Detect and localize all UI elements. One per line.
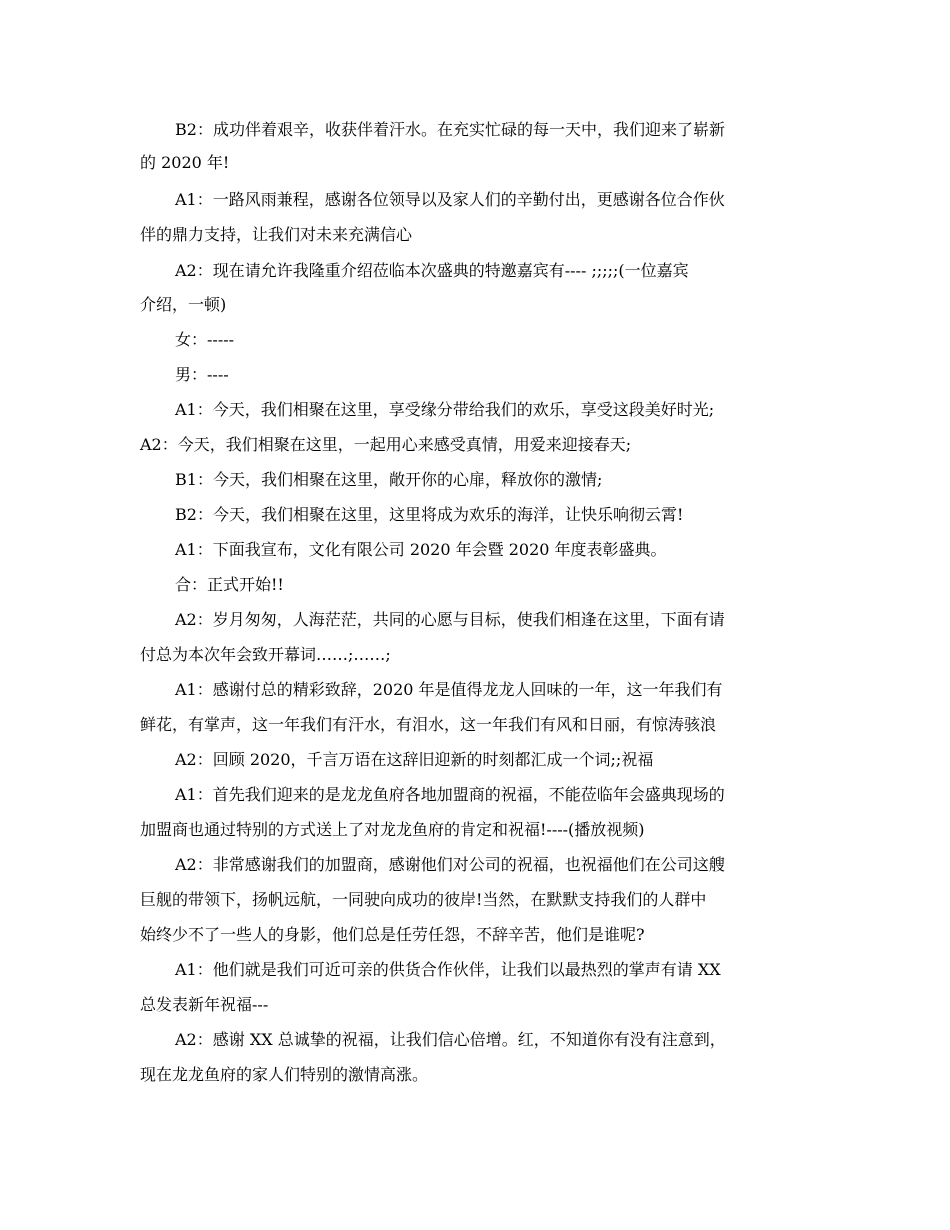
text-line: 女：----- xyxy=(175,330,235,349)
text-line: 现在龙龙鱼府的家人们特别的激情高涨。 xyxy=(140,1065,429,1084)
text-line: 的 2020 年! xyxy=(140,153,230,172)
text-line: A2：现在请允许我隆重介绍莅临本次盛典的特邀嘉宾有---- ;;;;;(一位嘉宾 xyxy=(175,261,689,280)
text-line: 始终少不了一些人的身影，他们总是任劳任怨，不辞辛苦，他们是谁呢? xyxy=(140,925,645,944)
text-line: 付总为本次年会致开幕词……;……; xyxy=(140,645,391,664)
text-line: A1：首先我们迎来的是龙龙鱼府各地加盟商的祝福，不能莅临年会盛典现场的 xyxy=(175,785,725,804)
text-line: B2：成功伴着艰辛，收获伴着汗水。在充实忙碌的每一天中，我们迎来了崭新 xyxy=(175,120,725,139)
text-line: A2：今天，我们相聚在这里，一起用心来感受真情，用爱来迎接春天; xyxy=(140,435,632,454)
text-line: A1：一路风雨兼程，感谢各位领导以及家人们的辛勤付出，更感谢各位合作伙 xyxy=(175,190,725,209)
text-line: A1：下面我宣布，文化有限公司 2020 年会暨 2020 年度表彰盛典。 xyxy=(175,540,667,559)
text-line: A1：感谢付总的精彩致辞，2020 年是值得龙龙人回味的一年，这一年我们有 xyxy=(175,680,723,699)
text-line: A1：今天，我们相聚在这里，享受缘分带给我们的欢乐，享受这段美好时光; xyxy=(175,400,715,419)
text-line: 巨舰的带领下，扬帆远航，一同驶向成功的彼岸!当然，在默默支持我们的人群中 xyxy=(140,890,707,909)
text-line: 合：正式开始!! xyxy=(175,575,284,594)
text-line: A2：岁月匆匆，人海茫茫，共同的心愿与目标，使我们相逢在这里，下面有请 xyxy=(175,610,725,629)
text-line: 伴的鼎力支持，让我们对未来充满信心 xyxy=(140,225,413,244)
text-line: A2：回顾 2020，千言万语在这辞旧迎新的时刻都汇成一个词;;祝福 xyxy=(175,750,654,769)
text-line: A1：他们就是我们可近可亲的供货合作伙伴，让我们以最热烈的掌声有请 XX xyxy=(175,960,721,979)
text-line: 总发表新年祝福--- xyxy=(140,995,269,1014)
text-line: B1：今天，我们相聚在这里，敞开你的心扉，释放你的激情; xyxy=(175,470,603,489)
text-line: B2：今天，我们相聚在这里，这里将成为欢乐的海洋，让快乐响彻云霄! xyxy=(175,505,684,524)
text-line: A2：感谢 XX 总诚挚的祝福，让我们信心倍增。红，不知道你有没有注意到， xyxy=(175,1030,726,1049)
text-line: 加盟商也通过特别的方式送上了对龙龙鱼府的肯定和祝福!----(播放视频) xyxy=(140,820,645,839)
text-line: 鲜花，有掌声，这一年我们有汗水，有泪水，这一年我们有风和日丽，有惊涛骇浪 xyxy=(140,715,717,734)
text-line: A2：非常感谢我们的加盟商，感谢他们对公司的祝福，也祝福他们在公司这艘 xyxy=(175,855,725,874)
text-line: 介绍，一顿) xyxy=(140,295,227,314)
text-line: 男：---- xyxy=(175,365,229,384)
